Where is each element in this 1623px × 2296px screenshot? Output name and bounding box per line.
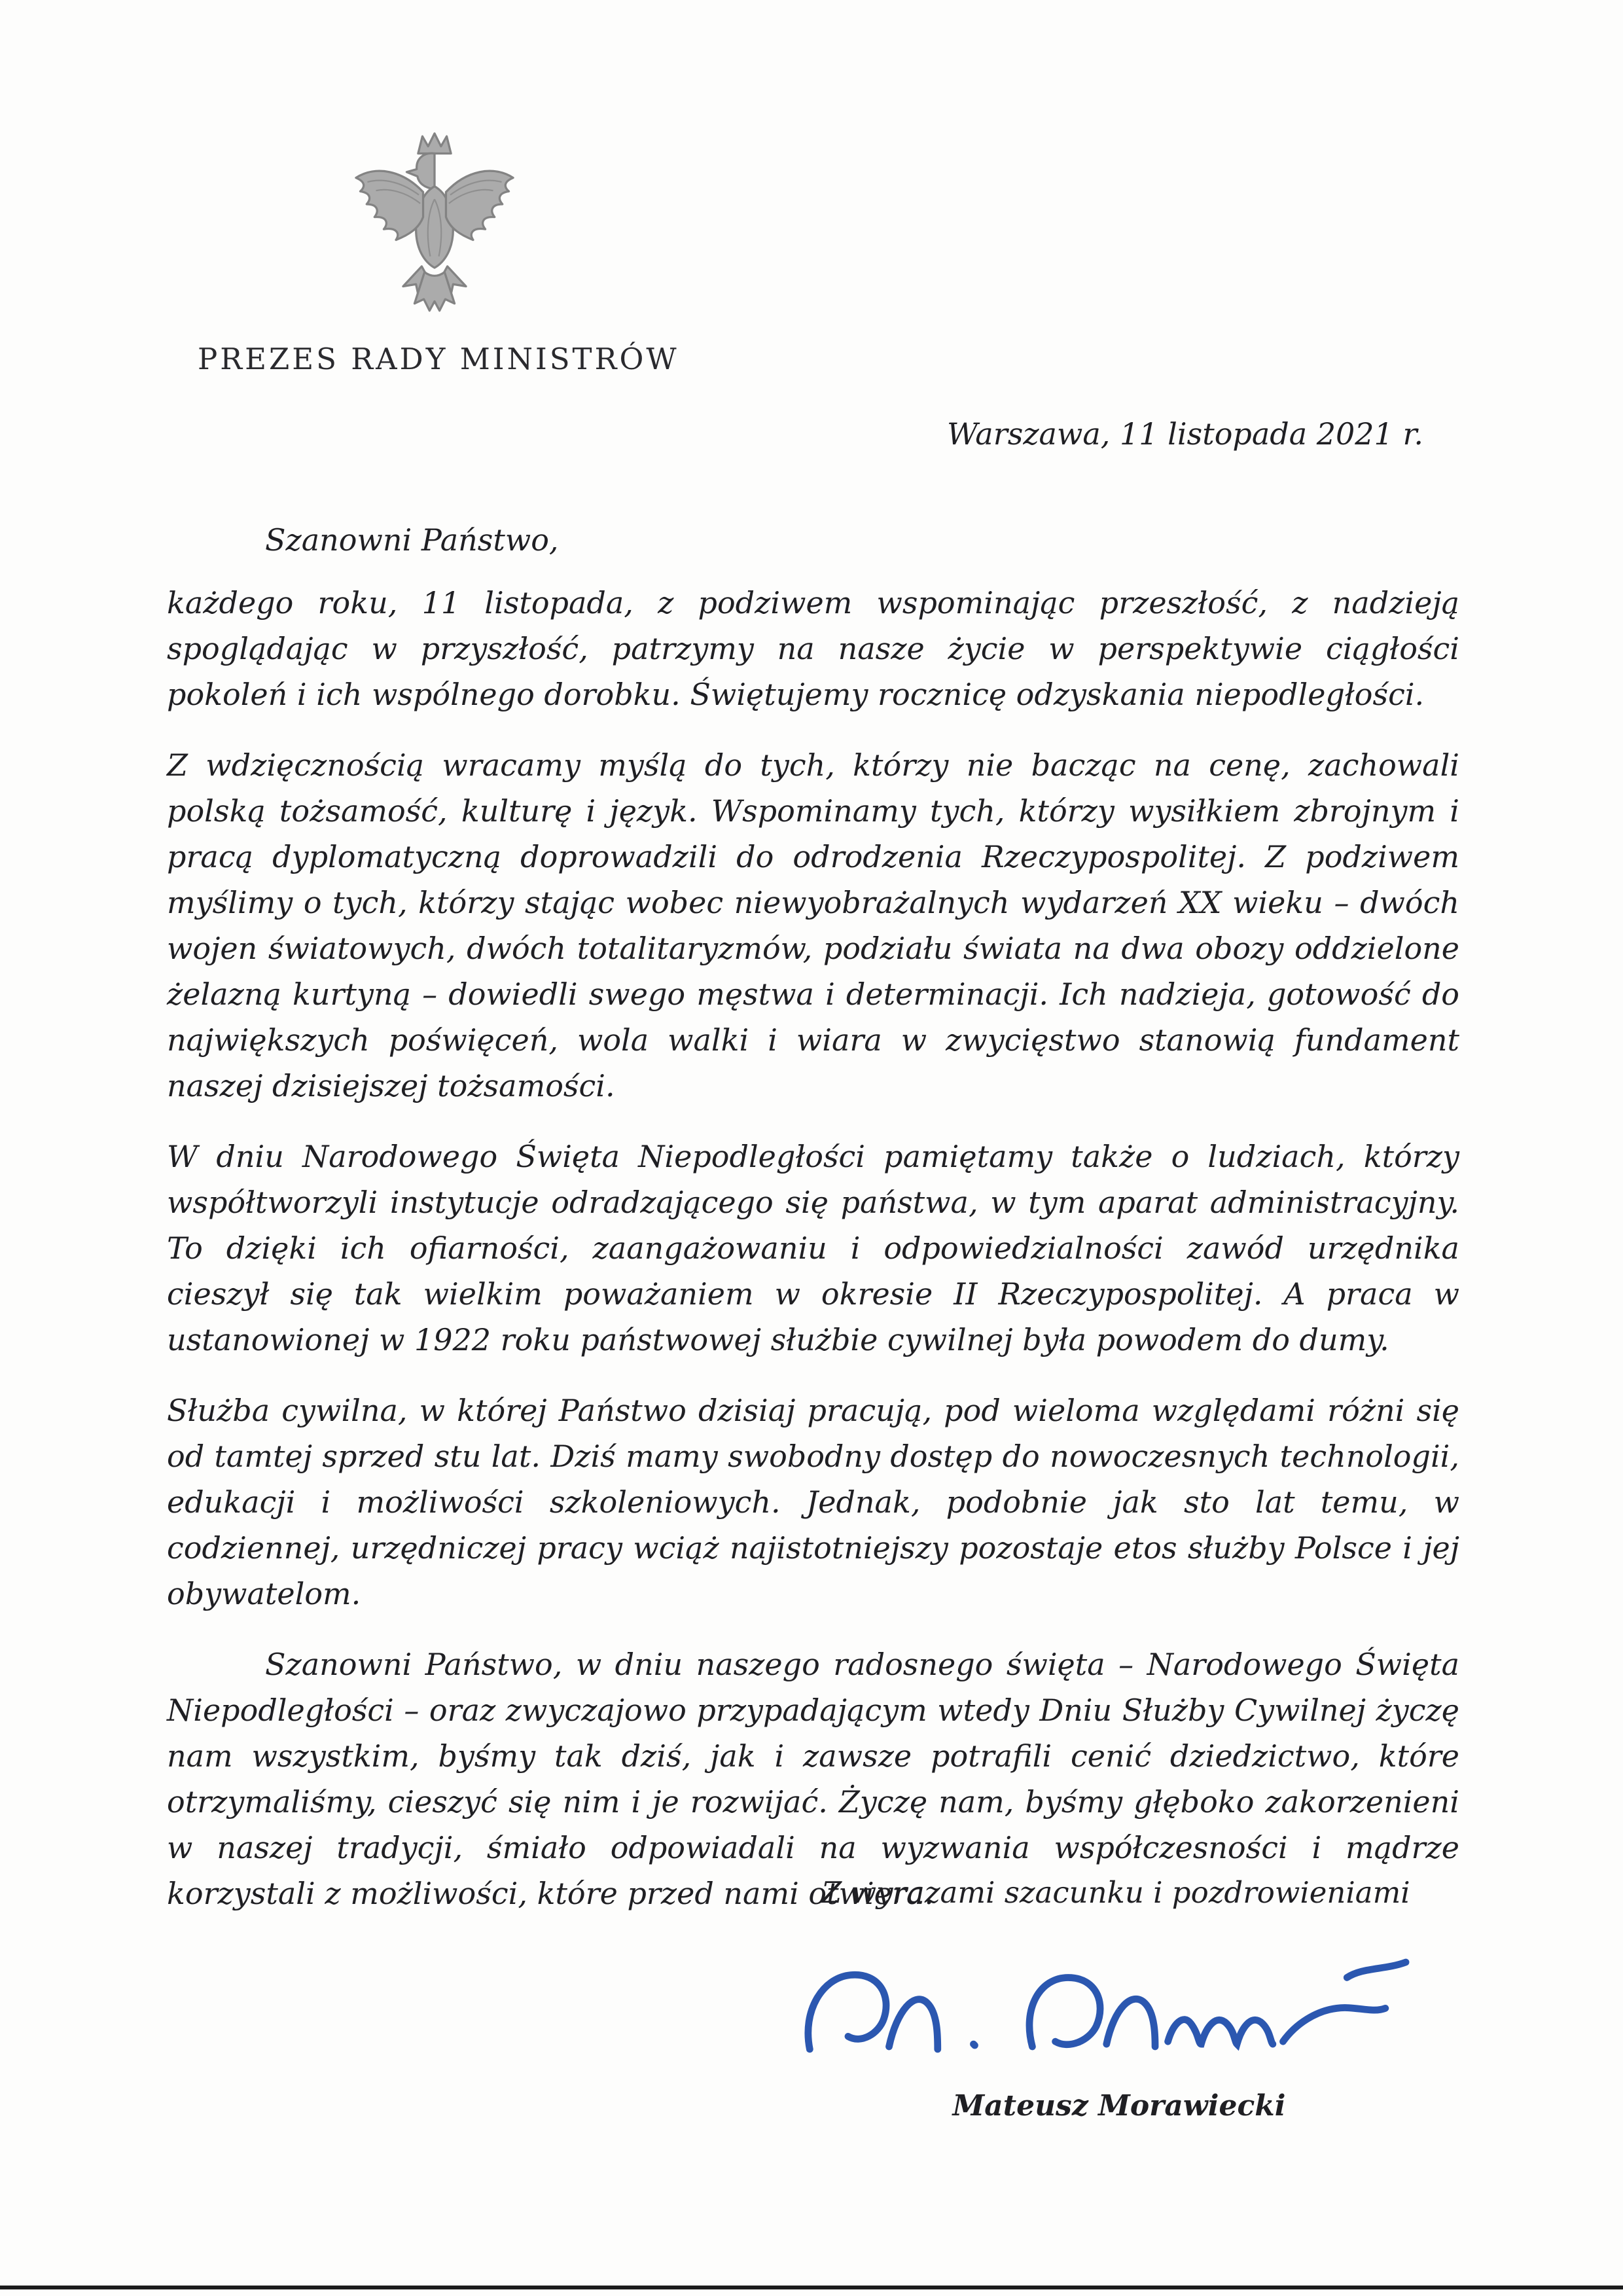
- signature-ink-icon: [792, 1934, 1436, 2075]
- eagle-icon: [349, 119, 520, 336]
- polish-eagle-emblem: [349, 119, 520, 336]
- closing-line: Z wyrazami szacunku i pozdrowieniami: [821, 1875, 1410, 1910]
- letter-body: [167, 411, 1459, 1941]
- paragraph-5: Szanowni Państwo, w dniu naszego radosnego święta – Narodowego Święta Niepodległości – oraz zwyczajowo przypadającym wtedy Dniu Służby Cywilnej życzę nam wszystkim, byśmy tak dziś, jak i zawsze potrafili cenić dziedzictwo, które otrzymaliśmy, cieszyć się nim i je rozwijać. Życzę nam, byśmy głęboko zakorzenieni w naszej tradycji, śmiało odpowiadali na wyzwania współczesności i mądrze korzystali z możliwości, które przed nami otwiera.: [167, 1647, 1459, 1911]
- signature-stroke-group: [808, 1962, 1406, 2049]
- salutation: Szanowni Państwo,: [265, 522, 559, 558]
- paragraph-1: każdego roku, 11 listopada, z podziwem wspominając przeszłość, z nadzieją spoglądając w przyszłość, patrzymy na nasze życie w perspektywie ciągłości pokoleń i ich wspólnego dorobku. Świętujemy rocznicę odzyskania niepodległości.: [167, 585, 1459, 712]
- date-line: Warszawa, 11 listopada 2021 r.: [947, 416, 1423, 452]
- paragraph-2: Z wdzięcznością wracamy myślą do tych, którzy nie bacząc na cenę, zachowali polską tożsamość, kulturę i język. Wspominamy tych, którzy wysiłkiem zbrojnym i pracą dyplomatyczną doprowadzili do odrodzenia Rzeczypospolitej. Z podziwem myślimy o tych, którzy stając wobec niewyobrażalnych wydarzeń XX wieku – dwóch wojen światowych, dwóch totalitaryzmów, podziału świata na dwa obozy oddzielone żelazną kurtyną – dowiedli swego męstwa i determinacji. Ich nadzieja, gotowość do największych poświęceń, wola walki i wiara w zwycięstwo stanowią fundament naszej dzisiejszej tożsamości.: [167, 747, 1459, 1103]
- letterhead-title: PREZES RADY MINISTRÓW: [198, 342, 679, 376]
- handwritten-signature: [792, 1934, 1436, 2075]
- scan-bottom-edge: [0, 2286, 1623, 2289]
- paragraph-3: W dniu Narodowego Święta Niepodległości pamiętamy także o ludziach, którzy współtworzyli instytucje odradzającego się państwa, w tym aparat administracyjny. To dzięki ich ofiarności, zaangażowaniu i odpowiedzialności zawód urzędnika cieszył się tak wielkim poważaniem w okresie II Rzeczypospolitej. A praca w ustanowionej w 1922 roku państwowej służbie cywilnej była powodem do dumy.: [167, 1139, 1459, 1357]
- paragraph-4: Służba cywilna, w której Państwo dzisiaj pracują, pod wieloma względami różni się od tamtej sprzed stu lat. Dziś mamy swobodny dostęp do nowoczesnych technologii, edukacji i możliwości szkoleniowych. Jednak, podobnie jak sto lat temu, w codziennej, urzędniczej pracy wciąż najistotniejszy pozostaje etos służby Polsce i jej obywatelom.: [167, 1393, 1459, 1611]
- signed-name: Mateusz Morawiecki: [952, 2089, 1286, 2123]
